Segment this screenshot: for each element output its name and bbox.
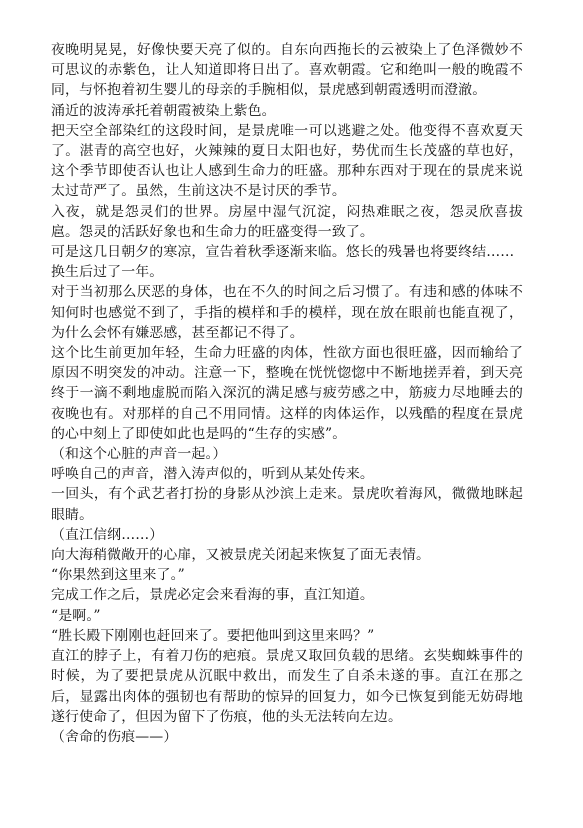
paragraph-autumn: 可是这几日朝夕的寒凉，宣告着秋季逐渐来临。悠长的残暑也将要终结……	[51, 244, 515, 261]
paragraph-heartbeat: （和这个心脏的声音一起。）	[51, 446, 227, 463]
paragraph-scar: 直江的脖子上，有着刀伤的疤痕。景虎又取回负载的思绪。玄奘蜘蛛事件的时候，为了要把景虎从沉眠中救出，而发生了自杀未遂的事。直江在那之后，显露出肉体的强韧也有帮助的惊异的回复力，如今已恢复到能无妨碍地遂行使命了，但因为留下了伤痕，他的头无法转向左边。	[51, 648, 523, 725]
paragraph-waves: 涌近的波涛承托着朝霞被染上紫色。	[51, 102, 276, 119]
paragraph-naoe-knows: 完成工作之后，景虎必定会来看海的事，直江知道。	[51, 587, 374, 604]
paragraph-dialogue-2: “是啊。”	[51, 607, 101, 624]
paragraph-voice: 呼唤自己的声音，潜入涛声似的，听到从某处传来。	[51, 466, 374, 483]
paragraph-dialogue-1: “你果然到这里来了。”	[51, 567, 185, 584]
paragraph-closed-heart: 向大海稍微敞开的心扉，又被景虎关闭起来恢复了面无表情。	[51, 547, 431, 564]
paragraph-one-year: 换生后过了一年。	[51, 264, 164, 281]
paragraph-vitality: 这个比生前更加年轻，生命力旺盛的肉体，性欲方面也很旺盛，因而输给了原因不明突发的冲动。注意一下，整晚在恍恍惚惚中不断地搓弄着，到天亮终于一滴不剩地虚脱而陷入深沉的满足感与疲劳感之中，筋疲力尽地睡去的夜晚也有。对那样的自己不用同情。这样的肉体运作，以残酷的程度在景虎的心中刻上了即使如此也是吗的“生存的实感”。	[51, 345, 523, 442]
paragraph-naoe-thought: （直江信纲……）	[51, 526, 164, 543]
paragraph-body: 对于当初那么厌恶的身体，也在不久的时间之后习惯了。有违和感的体味不知何时也感觉不到了，手指的模样和手的模样，现在放在眼前也能直视了，为什么会怀有嫌恶感，甚至都记不得了。	[51, 284, 523, 341]
paragraph-dialogue-3: “胜长殿下刚刚也赶回来了。要把他叫到这里来吗？”	[51, 627, 375, 644]
paragraph-figure: 一回头，有个武艺者打扮的身影从沙滨上走来。景虎吹着海风，微微地眯起眼睛。	[51, 486, 523, 523]
paragraph-dawn-sky: 夜晚明晃晃，好像快要天亮了似的。自东向西拖长的云被染上了色泽微妙不可思议的赤紫色，让人知道即将日出了。喜欢朝霞。它和绝叫一般的晚霞不同，与怀抱着初生婴儿的母亲的手腕相似，景虎感到朝霞透明而澄澈。	[51, 42, 523, 99]
paragraph-summer: 把天空全部染红的这段时间，是景虎唯一可以逃避之处。他变得不喜欢夏天了。湛青的高空也好，火辣辣的夏日太阳也好，势优而生长茂盛的草也好，这个季节即使否认也让人感到生命力的旺盛。那种东西对于现在的景虎来说太过苛严了。虽然，生前这决不是讨厌的季节。	[51, 122, 523, 200]
document-page	[51, 40, 523, 747]
paragraph-night-spirits: 入夜，就是怨灵们的世界。房屋中湿气沉淀，闷热难眠之夜，怨灵欣喜拔扈。怨灵的活跃好象也和生命力的旺盛变得一致了。	[51, 203, 523, 240]
paragraph-scar-thought: （舍命的伤痕——）	[51, 728, 178, 745]
